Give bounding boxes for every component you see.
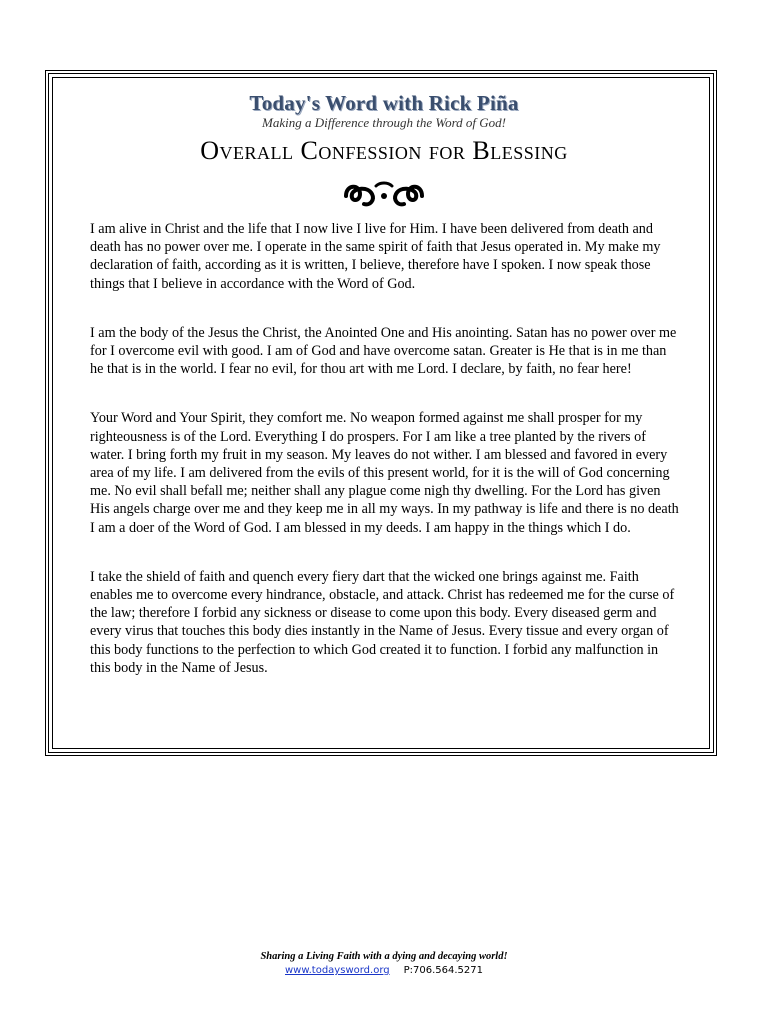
footer-tagline: Sharing a Living Faith with a dying and decaying world! [260, 951, 508, 962]
confession-body [90, 220, 680, 708]
paragraph-4: I take the shield of faith and quench every fiery dart that the wicked one brings against me. Faith enables me to overcome every hindrance, obstacle, and attack. Christ has redeemed me for the curse of the law; therefore I forbid any sickness or disease to come upon this body. Every diseased germ and every virus that touches this body dies instantly in the Name of Jesus. Every tissue and every organ of this body functions to the perfection to which God created it to function. I forbid any malfunction in this body in the Name of Jesus. [90, 568, 675, 676]
footer-contact [0, 965, 768, 976]
paragraph-3: Your Word and Your Spirit, they comfort me. No weapon formed against me shall prosper for my righteousness is of the Lord. Everything I do prospers. For I am like a tree planted by the rivers of water. I bring forth my fruit in my season. My leaves do not wither. I am blessed and favored in every area of my life. I am delivered from the evils of this present world, for it is the will of God concerning me. No evil shall befall me; neither shall any plague come nigh thy dwelling. For the Lord has given His angels charge over me and they keep me in all my ways. In my pathway is life and there is no death I am a doer of the Word of God. I am blessed in my deeds. I am happy in the things which I do. [90, 410, 679, 536]
phone-number: P:706.564.5271 [403, 965, 483, 976]
ornament-divider-icon [0, 176, 768, 218]
ornament-divider-svg [338, 176, 430, 210]
website-link[interactable]: www.todaysword.org [285, 965, 390, 976]
ministry-title: Today's Word with Rick Piña [249, 91, 519, 115]
paragraph-2: I am the body of the Jesus the Christ, the Anointed One and His anointing. Satan has no power over me for I overcome evil with good. I am of God and have overcome satan. Greater is He that is in me than he that is in the world. I fear no evil, for thou art with me Lord. I declare, by faith, no fear here! [90, 324, 677, 378]
document-title: Overall Confession for Blessing [200, 136, 568, 165]
ministry-tagline: Making a Difference through the Word of God! [262, 115, 506, 130]
paragraph-1: I am alive in Christ and the life that I now live I live for Him. I have been delivered from death and death has no power over me. I operate in the same spirit of faith that Jesus operated in. My make my declaration of faith, according as it is written, I believe, therefore have I spoken. I now speak those things that I believe in accordance with the Word of God. [90, 221, 661, 292]
